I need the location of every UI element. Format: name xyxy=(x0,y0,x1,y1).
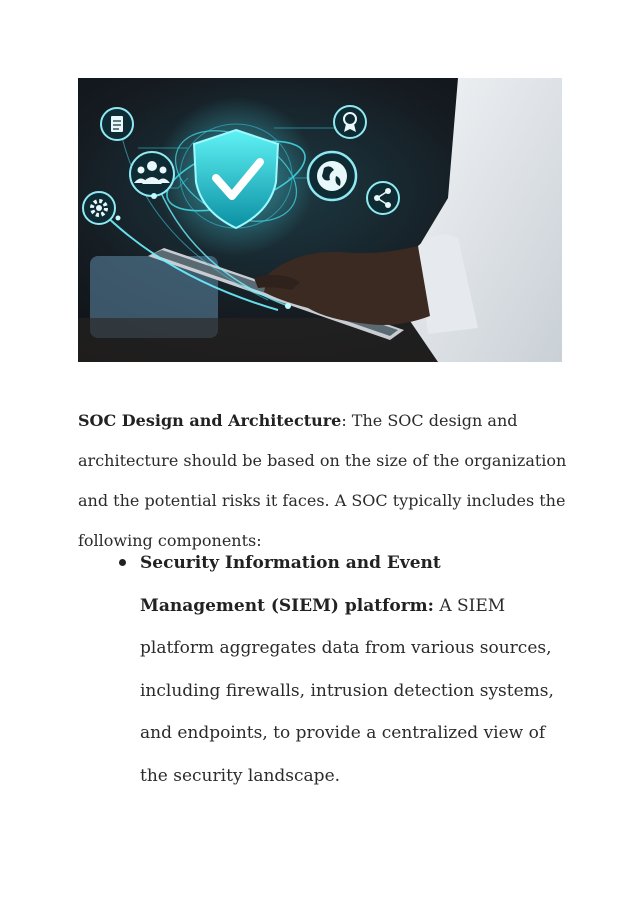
hero-image xyxy=(78,78,562,362)
intro-paragraph xyxy=(78,401,578,561)
bullet-icon xyxy=(119,559,126,566)
users-group-icon xyxy=(130,152,174,196)
components-list xyxy=(140,542,570,797)
intro-heading: SOC Design and Architecture xyxy=(78,411,342,430)
globe-icon xyxy=(308,152,356,200)
list-item xyxy=(140,542,570,797)
gear-icon xyxy=(83,192,115,224)
intro-text: : The SOC design and architecture should be based on the size of the organization and the potential risks it faces. A SOC typically includes the following components: xyxy=(78,411,567,550)
list-item-text: A SIEM platform aggregates data from various sources, including firewalls, intrusion detection systems, and endpoints, to provide a centralized view of the security landscape. xyxy=(140,595,554,786)
list-item-title: Security Information and Event Management (SIEM) platform: xyxy=(140,553,441,616)
document-icon xyxy=(101,108,133,140)
cybersecurity-illustration xyxy=(78,78,562,362)
award-icon xyxy=(334,106,366,138)
share-icon xyxy=(367,182,399,214)
